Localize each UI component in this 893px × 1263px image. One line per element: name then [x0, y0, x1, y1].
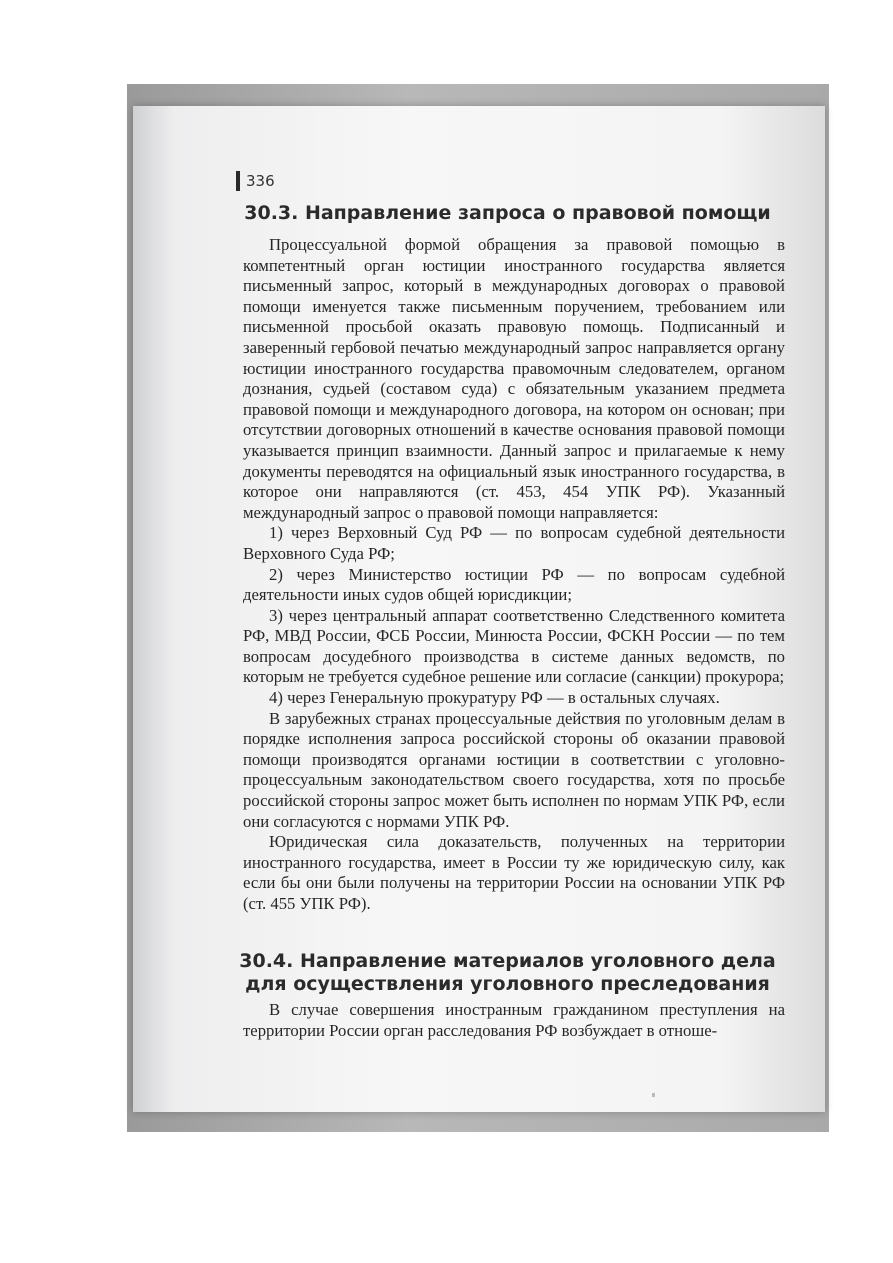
heading-line-1: 30.4. Направление материалов уголовного дела: [239, 950, 776, 972]
page-number-marker: [236, 171, 240, 191]
list-item: 4) через Генеральную прокуратуру РФ — в остальных случаях.: [269, 688, 720, 708]
page-number: 336: [246, 172, 275, 190]
scan-speck: [652, 1093, 655, 1097]
list-item: 3) через центральный аппарат соответственно Следственного комитета РФ, МВД России, ФСБ России, Минюста России, ФСКН России — по тем вопросам досудебного производства в системе данных ведомств, по которым не требуется судебное решение или согласие (санкции) прокурора;: [243, 605, 785, 687]
paragraph: В случае совершения иностранным гражданином преступления на территории России орган расследования РФ возбуждает в отноше-: [243, 1000, 785, 1040]
section-heading-30-3: 30.3. Направление запроса о правовой помощи: [244, 202, 771, 224]
paragraph: Юридическая сила доказательств, полученных на территории иностранного государства, имеет в России ту же юридическую силу, как если бы они были получены на территории России на основании УПК РФ (ст. 455 УПК РФ).: [243, 832, 785, 913]
section-30-4-body: [243, 1000, 785, 1041]
paragraph: Процессуальной формой обращения за правовой помощью в компетентный орган юстиции иностранного государства является письменный запрос, который в международных договорах о правовой помощи именуется также письменным поручением, требованием или письменной просьбой оказать правовую помощь. Подписанный и заверенный гербовой печатью международный запрос направляется органу юстиции иностранного государства правомочным следователем, органом дознания, судьей (составом суда) с обязательным указанием предмета правовой помощи и международного договора, на котором он основан; при отсутствии договорных отношений в качестве основания правовой помощи указывается принцип взаимности. Данный запрос и прилагаемые к нему документы переводятся на официальный язык иностранного государства, в которое они направляются (ст. 453, 454 УПК РФ). Указанный международный запрос о правовой помощи направляется:: [243, 235, 785, 522]
list-item: 1) через Верховный Суд РФ — по вопросам судебной деятельности Верховного Суда РФ;: [243, 523, 785, 563]
paragraph: В зарубежных странах процессуальные действия по уголовным делам в порядке исполнения запроса российской стороны об оказании правовой помощи производятся органами юстиции в соответствии с уголовно-процессуальным законодательством своего государства, хотя по просьбе российской стороны запрос может быть исполнен по нормам УПК РФ, если они согласуются с нормами УПК РФ.: [243, 708, 785, 831]
heading-line-2: для осуществления уголовного преследования: [245, 973, 770, 995]
list-item: 2) через Министерство юстиции РФ — по вопросам судебной деятельности иных судов общей юрисдикции;: [243, 564, 785, 605]
section-heading-30-4: [230, 950, 785, 996]
section-30-3-body: [243, 235, 785, 915]
